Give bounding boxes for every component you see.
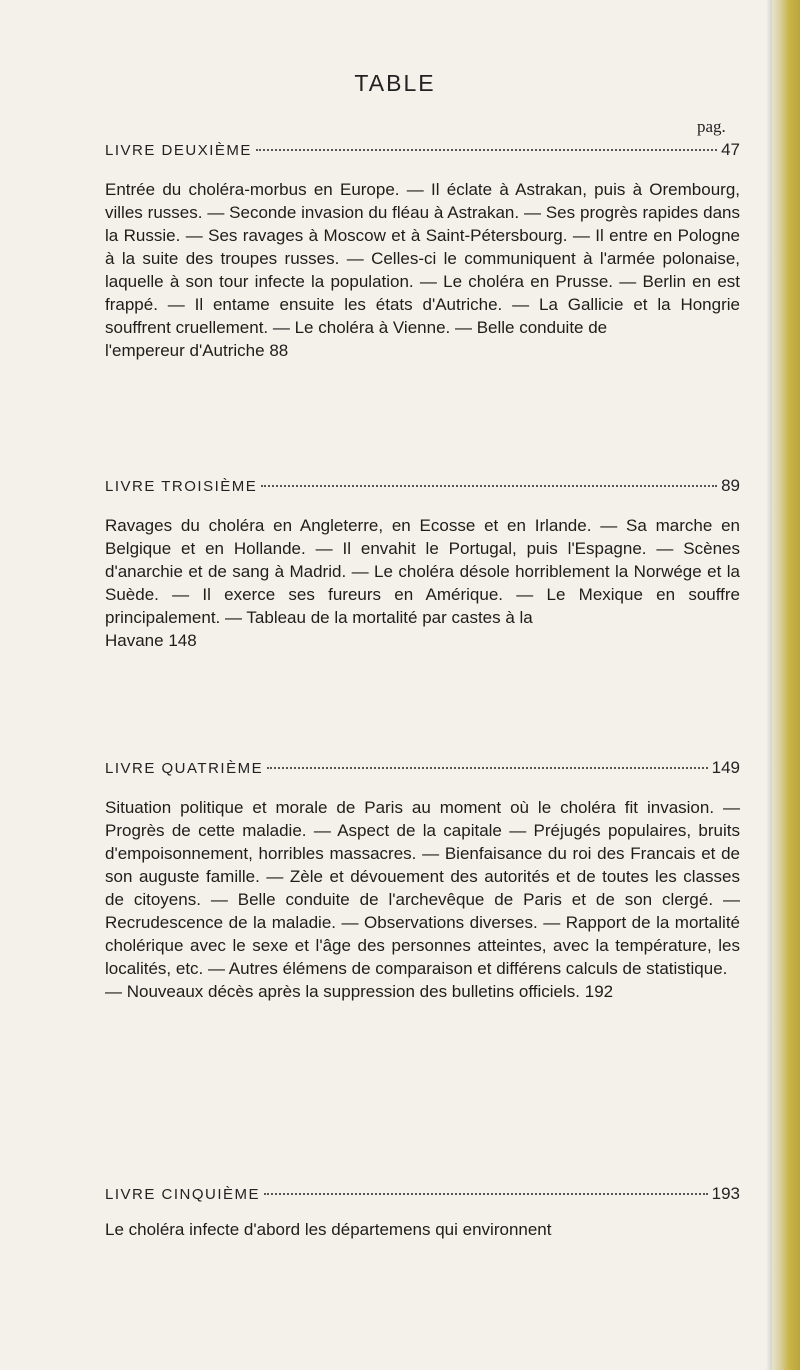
toc-entry-livre-quatrieme — [105, 758, 740, 1003]
book-summary: Le choléra infecte d'abord les départemens qui environnent — [105, 1220, 552, 1239]
book-start-page: 149 — [711, 758, 740, 777]
leader-dots — [264, 1193, 708, 1195]
summary-last-line — [105, 629, 740, 652]
leader-dots — [256, 149, 717, 151]
toc-entry-livre-deuxieme — [105, 140, 740, 362]
leader-dots — [261, 485, 717, 487]
book-heading — [105, 758, 740, 778]
summary-last-text: Havane — [105, 631, 164, 650]
book-start-page: 89 — [721, 476, 740, 495]
book-edge — [772, 0, 800, 1370]
book-end-page: 148 — [168, 631, 197, 650]
book-summary: Entrée du choléra-morbus en Europe. — Il éclate à Astrakan, puis à Orembourg, villes russes. — Seconde invasion du fléau à Astrakan. — Ses progrès rapides dans la Russie. — Ses ravages à Moscow et à Saint-Pétersbourg. — Il entre en Pologne à la suite des troupes russes. — Celles-ci le communiquent à l'armée polonaise, laquelle à son tour infecte la population. — Le choléra en Prusse. — Berlin en est frappé. — Il entame ensuite les états d'Autriche. — La Gallicie et la Hongrie souffrent cruellement. — Le choléra à Vienne. — Belle conduite de — [105, 180, 740, 337]
leader-dots — [267, 767, 708, 769]
summary-last-line — [105, 980, 740, 1003]
summary-last-text: l'empereur d'Autriche — [105, 341, 265, 360]
book-summary: Situation politique et morale de Paris au moment où le choléra fit invasion. — Progrès de cette maladie. — Aspect de la capitale — Préjugés populaires, bruits d'empoisonnement, horribles massacres. — Bienfaisance du roi des Francais et de son auguste famille. — Zèle et dévouement des autorités et de toutes les classes de citoyens. — Belle conduite de l'archevêque de Paris et de son clergé. — Recrudescence de la maladie. — Observations diverses. — Rapport de la mortalité cholérique avec le sexe et l'âge des personnes atteintes, avec la température, les localités, etc. — Autres élémens de comparaison et différens calculs de statistique. — [105, 798, 740, 978]
book-name: LIVRE DEUXIÈME — [105, 142, 252, 159]
toc-entry-livre-troisieme — [105, 476, 740, 652]
book-name: LIVRE TROISIÈME — [105, 478, 258, 495]
book-heading — [105, 476, 740, 496]
page-title: TABLE — [354, 70, 436, 96]
book-heading — [105, 1184, 740, 1204]
summary-last-line — [105, 339, 740, 362]
summary-last-text: — Nouveaux décès après la suppression des bulletins officiels. — [105, 982, 581, 1001]
book-name: LIVRE QUATRIÈME — [105, 760, 264, 777]
page-column-label: pag. — [697, 117, 726, 136]
book-name: LIVRE CINQUIÈME — [105, 1186, 261, 1203]
book-start-page: 47 — [721, 140, 740, 159]
book-end-page: 88 — [269, 341, 289, 360]
book-start-page: 193 — [711, 1184, 740, 1203]
book-end-page: 192 — [584, 982, 614, 1001]
book-summary: Ravages du choléra en Angleterre, en Ecosse et en Irlande. — Sa marche en Belgique et en Hollande. — Il envahit le Portugal, puis l'Espagne. — Scènes d'anarchie et de sang à Madrid. — Le choléra désole horriblement la Norwége et la Suède. — Il exerce ses fureurs en Amérique. — Le Mexique en souffre principalement. — Tableau de la mortalité par castes à la — [105, 516, 740, 627]
toc-entry-livre-cinquieme — [105, 1184, 740, 1241]
book-heading — [105, 140, 740, 160]
